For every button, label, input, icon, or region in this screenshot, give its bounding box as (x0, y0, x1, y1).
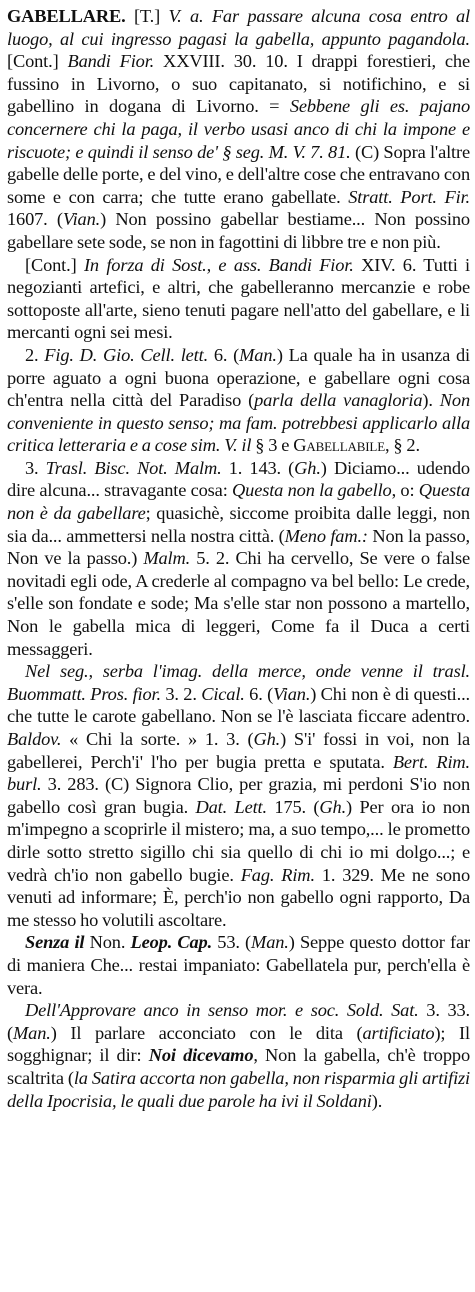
citation-text: 3. 283. (C) Signora Clio, per grazia, mi perdoni S'io non gabello così gran bugia. (7, 774, 470, 817)
headword: GABELLARE. (7, 6, 126, 26)
usage-note: Senza il (25, 932, 85, 953)
sense-number: 3. (25, 457, 46, 478)
entry-paragraph-5 (7, 660, 470, 931)
citation-text: XIV. 6. Tutti i negozianti artefici, e altri, che gabelleranno mercanzie e robe sottoposte all'arte, sieno tenuti pagare nell'atto del gabellare, e li mercanti ogni sei mesi. (7, 254, 470, 343)
citation-source: Man. (12, 1022, 51, 1043)
citation-text: , § 2. (385, 435, 420, 456)
citation-text: XXVIII. 30. 10. I drappi forestieri, che fussino in Livorno, o suo capitanato, si notifichino, e si gabellino in dogana di Livorno. = (7, 51, 470, 117)
entry-paragraph-7 (7, 999, 470, 1112)
citation-source: Fig. D. Gio. Cell. lett. (44, 344, 209, 365)
citation-source: Gh. (253, 729, 281, 749)
citation-text: ). (422, 390, 440, 411)
citation-text: ). (371, 1090, 383, 1111)
citation-text: « Chi la sorte. » 1. 3. ( (61, 729, 254, 749)
citation-source: Leop. Cap. (130, 932, 213, 953)
citation-text: 5. 2. Chi ha cervello, Se vere o false novitadi egli ode, A crederle al compagno va bel bello: Le crede, s'elle son fondate e sode; Ma s'elle star non possono a martello, Non le gabella mica di leggeri, Come fa il Duca a certi messaggeri. (7, 548, 471, 659)
citation-text: ) La quale ha in usanza di porre aguato a ogni buona operazione, e gabellare ogni cosa ch'entra nella città del Paradiso ( (7, 344, 470, 411)
citation-source: Vian. (62, 209, 101, 230)
citation-text: 1607. ( (7, 209, 63, 230)
definition-text: V. a. Far passare alcuna cosa entro al luogo, al cui ingresso pagasi la gabella, appunto pagandola. (7, 6, 470, 49)
citation-text: (C) Sopra l'altre gabelle delle porte, e del vino, e dell'altre cose che entravano con some e con carra; che tutte erano gabellate. (7, 141, 471, 207)
entry-paragraph-4 (7, 457, 470, 660)
citation-text: ); Il sogghignar; il dir: (7, 1022, 470, 1066)
usage-note: Meno fam.: (284, 525, 368, 546)
citation-text: 6. ( (208, 344, 240, 365)
citation-text: ; quasichè, siccome proibita dalle leggi, non sia da... ammettersi nella nostra città. ( (7, 503, 470, 546)
citation-text: 175. ( (266, 796, 320, 817)
citation-text: 1. 329. Me ne sono venuti ad informare; È, perch'io non gabello ogni rapporto, Da me stesso ho volutili ascoltare. (7, 864, 471, 930)
usage-note: In forza di Sost., e ass. Bandi Fior. (83, 254, 354, 275)
entry-paragraph-3 (7, 344, 470, 457)
citation-text: 6. ( (244, 683, 274, 704)
usage-note: la Satira accorta non gabella, non risparmia gli artifizi della Ipocrisia, le quali due parole ha ivi il Soldani (7, 1067, 470, 1111)
citation-source: Stratt. Port. Fir. (348, 186, 470, 207)
citation-text: 3. 2. (160, 683, 202, 704)
citation-text: ) Il parlare acconciato con le dita ( (50, 1022, 363, 1043)
citation-text: 1. 143. ( (221, 457, 295, 478)
usage-example: Questa non è da gabellare (7, 480, 470, 524)
usage-example: Noi dicevamo (148, 1045, 254, 1066)
citation-text: ) Non possino gabellar bestiame... Non possino gabellare sete sode, se non in fagottini di libbre tre e non più. (7, 209, 470, 252)
citation-text: , o: (391, 480, 419, 501)
citation-source: Dat. Lett. (195, 796, 267, 817)
citation-source: Bert. Rim. burl. (7, 751, 470, 795)
citation-source: Gh. (319, 796, 347, 817)
citation-text: , Non la gabella, ch'è troppo scaltrita ( (7, 1045, 470, 1088)
usage-example: Questa non la gabello (232, 480, 392, 501)
citation-source: Bandi Fior. (67, 51, 155, 72)
citation-source: Man. (251, 932, 289, 953)
usage-note: Sebbene gli es. pajano concernere chi la paga, il verbo usasi anco di chi la impone e riscuote; e quindi il senso de' § seg. M. V. 7. 81. (7, 96, 470, 162)
bracket-tag: [Cont.] (25, 254, 84, 275)
usage-note: Nel seg., serba l'imag. della merce, onde venne il trasl. Buommatt. Pros. fior. (7, 661, 470, 704)
entry-paragraph-6 (7, 931, 470, 999)
gloss: artificiato (362, 1022, 435, 1043)
citation-text: ) Seppe questo dottor far di maniera Che... restai impaniato: Gabellatela pur, perch'ella è vera. (7, 932, 470, 998)
citation-text: 53. ( (212, 932, 252, 953)
bracket-tag: [T.] (125, 6, 169, 26)
citation-text: § 3 e (251, 435, 294, 456)
bracket-tag: [Cont.] (7, 51, 68, 72)
citation-source: Fag. Rim. (240, 864, 315, 885)
citation-text: ) Chi non è di questi... che tutte le carote gabellano. Non se l'è lasciata ficcare adentro. (7, 683, 470, 727)
usage-note: Non conveniente in questo senso; ma fam. potrebbesi applicarlo alla critica letteraria e a cose sim. V. il (7, 390, 471, 456)
citation-source: Trasl. Bisc. Not. Malm. (45, 457, 222, 478)
citation-text: 3. 33. ( (7, 1000, 470, 1043)
citation-source: Vian. (273, 683, 311, 704)
citation-text: Non. (84, 932, 131, 953)
entry-paragraph-1 (7, 5, 470, 254)
citation-source: Malm. (143, 548, 191, 569)
entry-paragraph-2 (7, 254, 470, 344)
citation-text: ) S'i' fossi in voi, non la gabellerei, Perch'i' l'ho per bugia pretta e sputata. (7, 729, 471, 772)
citation-source: Baldov. (7, 729, 62, 749)
citation-text: ) Diciamo... udendo dire alcuna... stravagante cosa: (7, 457, 470, 501)
usage-note: parla della vanagloria (254, 390, 423, 411)
citation-text: ) Per ora io non m'impegno a scoprirle il mistero; ma, a suo tempo,... le prometto dirle sotto stretto sigillo chi sia quello di chi io mi dolgo...; e vedrà ch'io non gabello bugie. (7, 796, 470, 885)
citation-text: Non la passo, Non ve la passo.) (7, 525, 470, 569)
sense-number: 2. (25, 344, 45, 365)
cross-reference: Gabellabile (293, 435, 386, 456)
citation-source: Gh. (294, 457, 321, 478)
usage-note: Dell'Approvare anco in senso mor. e soc. Sold. Sat. (25, 1000, 419, 1021)
citation-source: Cical. (201, 683, 245, 704)
citation-source: Man. (239, 344, 277, 365)
